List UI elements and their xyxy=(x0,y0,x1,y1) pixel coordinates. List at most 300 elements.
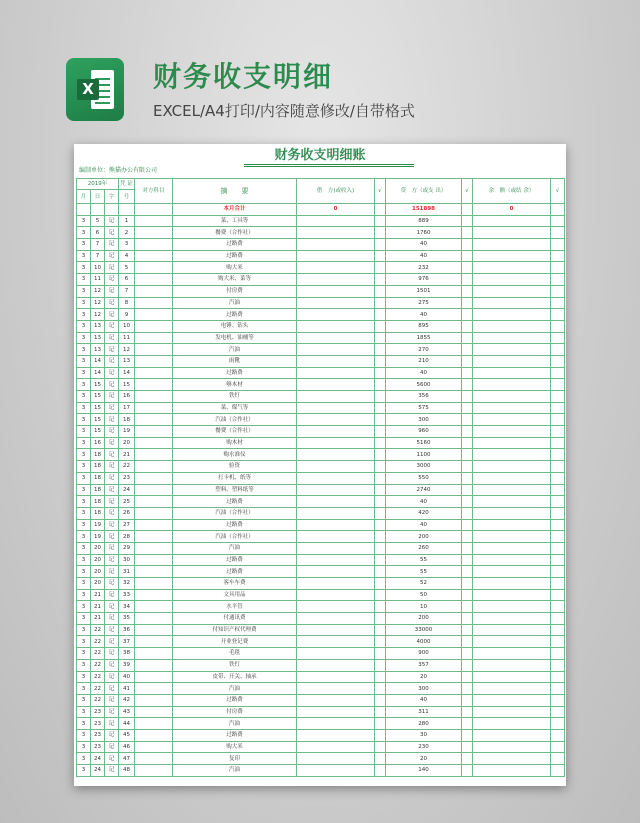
cell-day: 12 xyxy=(91,297,105,309)
cell-balance xyxy=(473,507,551,519)
cell-check2 xyxy=(462,239,473,251)
cell-account xyxy=(135,648,173,660)
table-row xyxy=(77,332,565,344)
table-row xyxy=(77,683,565,695)
cell-account xyxy=(135,659,173,671)
cell-check2 xyxy=(462,589,473,601)
cell-type: 记 xyxy=(105,753,119,765)
cell-check2 xyxy=(462,718,473,730)
company-unit-label: 编制单位：熊猫办公有限公司 xyxy=(79,167,158,174)
cell-check2 xyxy=(462,648,473,660)
cell-check3 xyxy=(551,706,565,718)
cell-summary: 文具用品 xyxy=(173,589,297,601)
cell-debit xyxy=(297,765,375,777)
cell-debit xyxy=(297,239,375,251)
cell-check1 xyxy=(375,507,386,519)
cell-day: 22 xyxy=(91,648,105,660)
cell-account xyxy=(135,519,173,531)
cell-number: 48 xyxy=(119,765,135,777)
cell-check1 xyxy=(375,554,386,566)
totals-debit: 0 xyxy=(297,204,375,216)
cell-credit: 4000 xyxy=(386,636,462,648)
cell-check2 xyxy=(462,554,473,566)
cell-credit: 280 xyxy=(386,718,462,730)
cell-balance xyxy=(473,355,551,367)
check-header-3: √ xyxy=(551,179,565,204)
cell-check1 xyxy=(375,753,386,765)
cell-account xyxy=(135,414,173,426)
cell-check3 xyxy=(551,367,565,379)
cell-check3 xyxy=(551,566,565,578)
cell-check2 xyxy=(462,694,473,706)
cell-type: 记 xyxy=(105,332,119,344)
cell-check2 xyxy=(462,309,473,321)
cell-number: 47 xyxy=(119,753,135,765)
cell-day: 16 xyxy=(91,437,105,449)
cell-number: 38 xyxy=(119,648,135,660)
cell-credit: 20 xyxy=(386,753,462,765)
cell-type: 记 xyxy=(105,309,119,321)
cell-month: 3 xyxy=(77,355,91,367)
cell-check3 xyxy=(551,542,565,554)
cell-check2 xyxy=(462,484,473,496)
table-row xyxy=(77,239,565,251)
table-row xyxy=(77,694,565,706)
table-row xyxy=(77,437,565,449)
cell-account xyxy=(135,239,173,251)
cell-summary: 付知识产权代理费 xyxy=(173,624,297,636)
cell-check3 xyxy=(551,659,565,671)
cell-balance xyxy=(473,729,551,741)
day-header: 日 xyxy=(91,190,105,204)
cell-day: 23 xyxy=(91,718,105,730)
cell-debit xyxy=(297,437,375,449)
cell-credit: 52 xyxy=(386,578,462,590)
cell-summary: 塑料、塑料纸等 xyxy=(173,484,297,496)
cell-check1 xyxy=(375,566,386,578)
cell-summary: 餐费（合作社） xyxy=(173,227,297,239)
cell-month: 3 xyxy=(77,496,91,508)
excel-logo-icon xyxy=(66,58,124,121)
cell-check3 xyxy=(551,718,565,730)
cell-check1 xyxy=(375,227,386,239)
cell-number: 2 xyxy=(119,227,135,239)
cell-account xyxy=(135,215,173,227)
cell-check1 xyxy=(375,437,386,449)
cell-debit xyxy=(297,554,375,566)
cell-type: 记 xyxy=(105,215,119,227)
cell-credit: 300 xyxy=(386,414,462,426)
cell-debit xyxy=(297,472,375,484)
cell-balance xyxy=(473,624,551,636)
cell-type: 记 xyxy=(105,426,119,438)
cell-debit xyxy=(297,379,375,391)
cell-check1 xyxy=(375,578,386,590)
cell-month: 3 xyxy=(77,578,91,590)
cell-summary: 客车车费 xyxy=(173,578,297,590)
cell-check1 xyxy=(375,589,386,601)
cell-day: 23 xyxy=(91,706,105,718)
cell-debit xyxy=(297,355,375,367)
cell-type: 记 xyxy=(105,227,119,239)
cell-number: 17 xyxy=(119,402,135,414)
cell-balance xyxy=(473,718,551,730)
cell-balance xyxy=(473,449,551,461)
cell-credit: 960 xyxy=(386,426,462,438)
cell-credit: 270 xyxy=(386,344,462,356)
cell-check1 xyxy=(375,496,386,508)
cell-type: 记 xyxy=(105,542,119,554)
number-header: 号 xyxy=(119,190,135,204)
cell-type: 记 xyxy=(105,694,119,706)
title-underline xyxy=(244,164,414,165)
cell-check1 xyxy=(375,449,386,461)
cell-check2 xyxy=(462,449,473,461)
cell-balance xyxy=(473,531,551,543)
cell-check2 xyxy=(462,379,473,391)
cell-month: 3 xyxy=(77,367,91,379)
cell-balance xyxy=(473,484,551,496)
cell-balance xyxy=(473,694,551,706)
cell-number: 25 xyxy=(119,496,135,508)
cell-account xyxy=(135,472,173,484)
cell-summary: 汽油 xyxy=(173,344,297,356)
cell-debit xyxy=(297,531,375,543)
cell-summary: 餐费（合作社） xyxy=(173,426,297,438)
cell-number: 43 xyxy=(119,706,135,718)
cell-credit: 40 xyxy=(386,694,462,706)
cell-balance xyxy=(473,297,551,309)
cell-type: 记 xyxy=(105,344,119,356)
cell-account xyxy=(135,706,173,718)
cell-credit: 1100 xyxy=(386,449,462,461)
cell-month: 3 xyxy=(77,589,91,601)
cell-check2 xyxy=(462,765,473,777)
cell-debit xyxy=(297,449,375,461)
cell-check1 xyxy=(375,402,386,414)
cell-account xyxy=(135,402,173,414)
cell-account xyxy=(135,344,173,356)
table-row xyxy=(77,531,565,543)
cell-month: 3 xyxy=(77,309,91,321)
cell-balance xyxy=(473,215,551,227)
cell-summary: 毛毯 xyxy=(173,648,297,660)
cell-check3 xyxy=(551,250,565,262)
table-row xyxy=(77,578,565,590)
cell-type: 记 xyxy=(105,367,119,379)
cell-account xyxy=(135,309,173,321)
cell-balance xyxy=(473,285,551,297)
cell-check2 xyxy=(462,636,473,648)
cell-month: 3 xyxy=(77,274,91,286)
cell-credit: 40 xyxy=(386,367,462,379)
cell-check2 xyxy=(462,706,473,718)
cell-summary: 付房费 xyxy=(173,285,297,297)
cell-account xyxy=(135,765,173,777)
cell-debit xyxy=(297,332,375,344)
totals-label: 本月合计 xyxy=(173,204,297,216)
cell-account xyxy=(135,449,173,461)
cell-credit: 20 xyxy=(386,671,462,683)
cell-check3 xyxy=(551,519,565,531)
cell-month: 3 xyxy=(77,683,91,695)
cell-check3 xyxy=(551,531,565,543)
cell-account xyxy=(135,262,173,274)
cell-check3 xyxy=(551,227,565,239)
cell-check3 xyxy=(551,729,565,741)
cell-month: 3 xyxy=(77,554,91,566)
cell-summary: 过路费 xyxy=(173,694,297,706)
cell-summary: 购大米 xyxy=(173,262,297,274)
cell-number: 5 xyxy=(119,262,135,274)
cell-day: 22 xyxy=(91,671,105,683)
cell-check1 xyxy=(375,531,386,543)
cell-debit xyxy=(297,227,375,239)
cell-day: 22 xyxy=(91,659,105,671)
cell-check3 xyxy=(551,496,565,508)
cell-credit: 10 xyxy=(386,601,462,613)
cell-check2 xyxy=(462,753,473,765)
debit-header: 借 方(或收入) xyxy=(297,179,375,204)
cell-credit: 976 xyxy=(386,274,462,286)
cell-number: 46 xyxy=(119,741,135,753)
cell-check1 xyxy=(375,636,386,648)
cell-credit: 420 xyxy=(386,507,462,519)
cell-check2 xyxy=(462,461,473,473)
table-row xyxy=(77,472,565,484)
table-row xyxy=(77,601,565,613)
cell-summary: 发电机、油桶等 xyxy=(173,332,297,344)
cell-number: 26 xyxy=(119,507,135,519)
cell-month: 3 xyxy=(77,601,91,613)
cell-account xyxy=(135,461,173,473)
cell-credit: 260 xyxy=(386,542,462,554)
cell-check3 xyxy=(551,426,565,438)
table-row xyxy=(77,391,565,403)
cell-debit xyxy=(297,215,375,227)
cell-check1 xyxy=(375,519,386,531)
cell-day: 21 xyxy=(91,589,105,601)
cell-type: 记 xyxy=(105,624,119,636)
table-row xyxy=(77,309,565,321)
cell-number: 20 xyxy=(119,437,135,449)
table-row xyxy=(77,659,565,671)
cell-check2 xyxy=(462,414,473,426)
cell-number: 19 xyxy=(119,426,135,438)
cell-summary: 雨靴 xyxy=(173,355,297,367)
table-row xyxy=(77,344,565,356)
cell-month: 3 xyxy=(77,531,91,543)
credit-header: 贷 方（或支 出） xyxy=(386,179,462,204)
cell-check1 xyxy=(375,379,386,391)
cell-debit xyxy=(297,309,375,321)
cell-month: 3 xyxy=(77,671,91,683)
cell-number: 13 xyxy=(119,355,135,367)
cell-credit: 275 xyxy=(386,297,462,309)
table-row xyxy=(77,414,565,426)
cell-summary: 汽油 xyxy=(173,765,297,777)
cell-debit xyxy=(297,683,375,695)
cell-debit xyxy=(297,519,375,531)
cell-check3 xyxy=(551,414,565,426)
cell-check1 xyxy=(375,426,386,438)
cell-balance xyxy=(473,227,551,239)
cell-day: 13 xyxy=(91,344,105,356)
cell-balance xyxy=(473,274,551,286)
cell-number: 30 xyxy=(119,554,135,566)
cell-number: 41 xyxy=(119,683,135,695)
cell-check3 xyxy=(551,297,565,309)
table-row xyxy=(77,379,565,391)
table-row xyxy=(77,449,565,461)
cell-type: 记 xyxy=(105,285,119,297)
cell-check2 xyxy=(462,227,473,239)
cell-check1 xyxy=(375,215,386,227)
cell-check3 xyxy=(551,636,565,648)
cell-summary: 汽油（合作社） xyxy=(173,414,297,426)
cell-credit: 210 xyxy=(386,355,462,367)
cell-month: 3 xyxy=(77,741,91,753)
cell-balance xyxy=(473,554,551,566)
cell-day: 23 xyxy=(91,741,105,753)
cell-day: 20 xyxy=(91,554,105,566)
cell-debit xyxy=(297,601,375,613)
cell-debit xyxy=(297,297,375,309)
cell-balance xyxy=(473,332,551,344)
table-row xyxy=(77,624,565,636)
cell-check3 xyxy=(551,578,565,590)
cell-check2 xyxy=(462,624,473,636)
cell-day: 18 xyxy=(91,461,105,473)
cell-debit xyxy=(297,694,375,706)
cell-credit: 550 xyxy=(386,472,462,484)
cell-credit: 357 xyxy=(386,659,462,671)
cell-debit xyxy=(297,414,375,426)
cell-debit xyxy=(297,367,375,379)
cell-summary: 过路费 xyxy=(173,729,297,741)
cell-number: 42 xyxy=(119,694,135,706)
cell-day: 19 xyxy=(91,531,105,543)
table-row xyxy=(77,589,565,601)
cell-type: 记 xyxy=(105,402,119,414)
cell-check2 xyxy=(462,613,473,625)
cell-account xyxy=(135,636,173,648)
cell-check3 xyxy=(551,285,565,297)
cell-day: 18 xyxy=(91,507,105,519)
cell-summary: 购大米、菜等 xyxy=(173,274,297,286)
cell-account xyxy=(135,531,173,543)
cell-number: 15 xyxy=(119,379,135,391)
cell-month: 3 xyxy=(77,332,91,344)
cell-month: 3 xyxy=(77,320,91,332)
cell-debit xyxy=(297,285,375,297)
cell-check1 xyxy=(375,297,386,309)
cell-month: 3 xyxy=(77,437,91,449)
cell-account xyxy=(135,426,173,438)
cell-credit: 55 xyxy=(386,566,462,578)
cell-month: 3 xyxy=(77,542,91,554)
cell-type: 记 xyxy=(105,636,119,648)
cell-day: 13 xyxy=(91,320,105,332)
cell-balance xyxy=(473,636,551,648)
cell-check3 xyxy=(551,694,565,706)
cell-number: 4 xyxy=(119,250,135,262)
cell-day: 23 xyxy=(91,729,105,741)
cell-type: 记 xyxy=(105,765,119,777)
totals-balance: 0 xyxy=(473,204,551,216)
cell-type: 记 xyxy=(105,613,119,625)
check-header-2: √ xyxy=(462,179,473,204)
cell-check3 xyxy=(551,753,565,765)
cell-check3 xyxy=(551,648,565,660)
account-header: 对方科目 xyxy=(135,179,173,204)
cell-type: 记 xyxy=(105,274,119,286)
cell-debit xyxy=(297,613,375,625)
cell-credit: 900 xyxy=(386,648,462,660)
cell-summary: 汽油 xyxy=(173,683,297,695)
cell-number: 31 xyxy=(119,566,135,578)
cell-debit xyxy=(297,507,375,519)
table-row xyxy=(77,566,565,578)
cell-account xyxy=(135,274,173,286)
cell-account xyxy=(135,566,173,578)
cell-number: 11 xyxy=(119,332,135,344)
cell-day: 7 xyxy=(91,239,105,251)
table-row xyxy=(77,636,565,648)
cell-number: 9 xyxy=(119,309,135,321)
cell-balance xyxy=(473,320,551,332)
cell-check2 xyxy=(462,578,473,590)
cell-day: 6 xyxy=(91,227,105,239)
cell-month: 3 xyxy=(77,648,91,660)
cell-summary: 菜、煤气等 xyxy=(173,402,297,414)
cell-check1 xyxy=(375,367,386,379)
cell-month: 3 xyxy=(77,753,91,765)
cell-check1 xyxy=(375,729,386,741)
cell-check2 xyxy=(462,344,473,356)
cell-day: 22 xyxy=(91,636,105,648)
cell-account xyxy=(135,379,173,391)
cell-balance xyxy=(473,706,551,718)
table-row xyxy=(77,765,565,777)
cell-check3 xyxy=(551,437,565,449)
cell-number: 24 xyxy=(119,484,135,496)
cell-month: 3 xyxy=(77,262,91,274)
table-row xyxy=(77,355,565,367)
cell-check1 xyxy=(375,706,386,718)
cell-check1 xyxy=(375,274,386,286)
page-title: 财务收支明细 xyxy=(153,60,334,93)
cell-check3 xyxy=(551,484,565,496)
cell-number: 39 xyxy=(119,659,135,671)
cell-account xyxy=(135,753,173,765)
cell-debit xyxy=(297,753,375,765)
cell-balance xyxy=(473,262,551,274)
cell-credit: 30 xyxy=(386,729,462,741)
cell-type: 记 xyxy=(105,472,119,484)
table-row xyxy=(77,671,565,683)
cell-number: 23 xyxy=(119,472,135,484)
cell-number: 10 xyxy=(119,320,135,332)
cell-debit xyxy=(297,648,375,660)
cell-balance xyxy=(473,496,551,508)
cell-check1 xyxy=(375,461,386,473)
table-row xyxy=(77,542,565,554)
cell-account xyxy=(135,718,173,730)
cell-number: 29 xyxy=(119,542,135,554)
cell-check3 xyxy=(551,402,565,414)
cell-debit xyxy=(297,718,375,730)
